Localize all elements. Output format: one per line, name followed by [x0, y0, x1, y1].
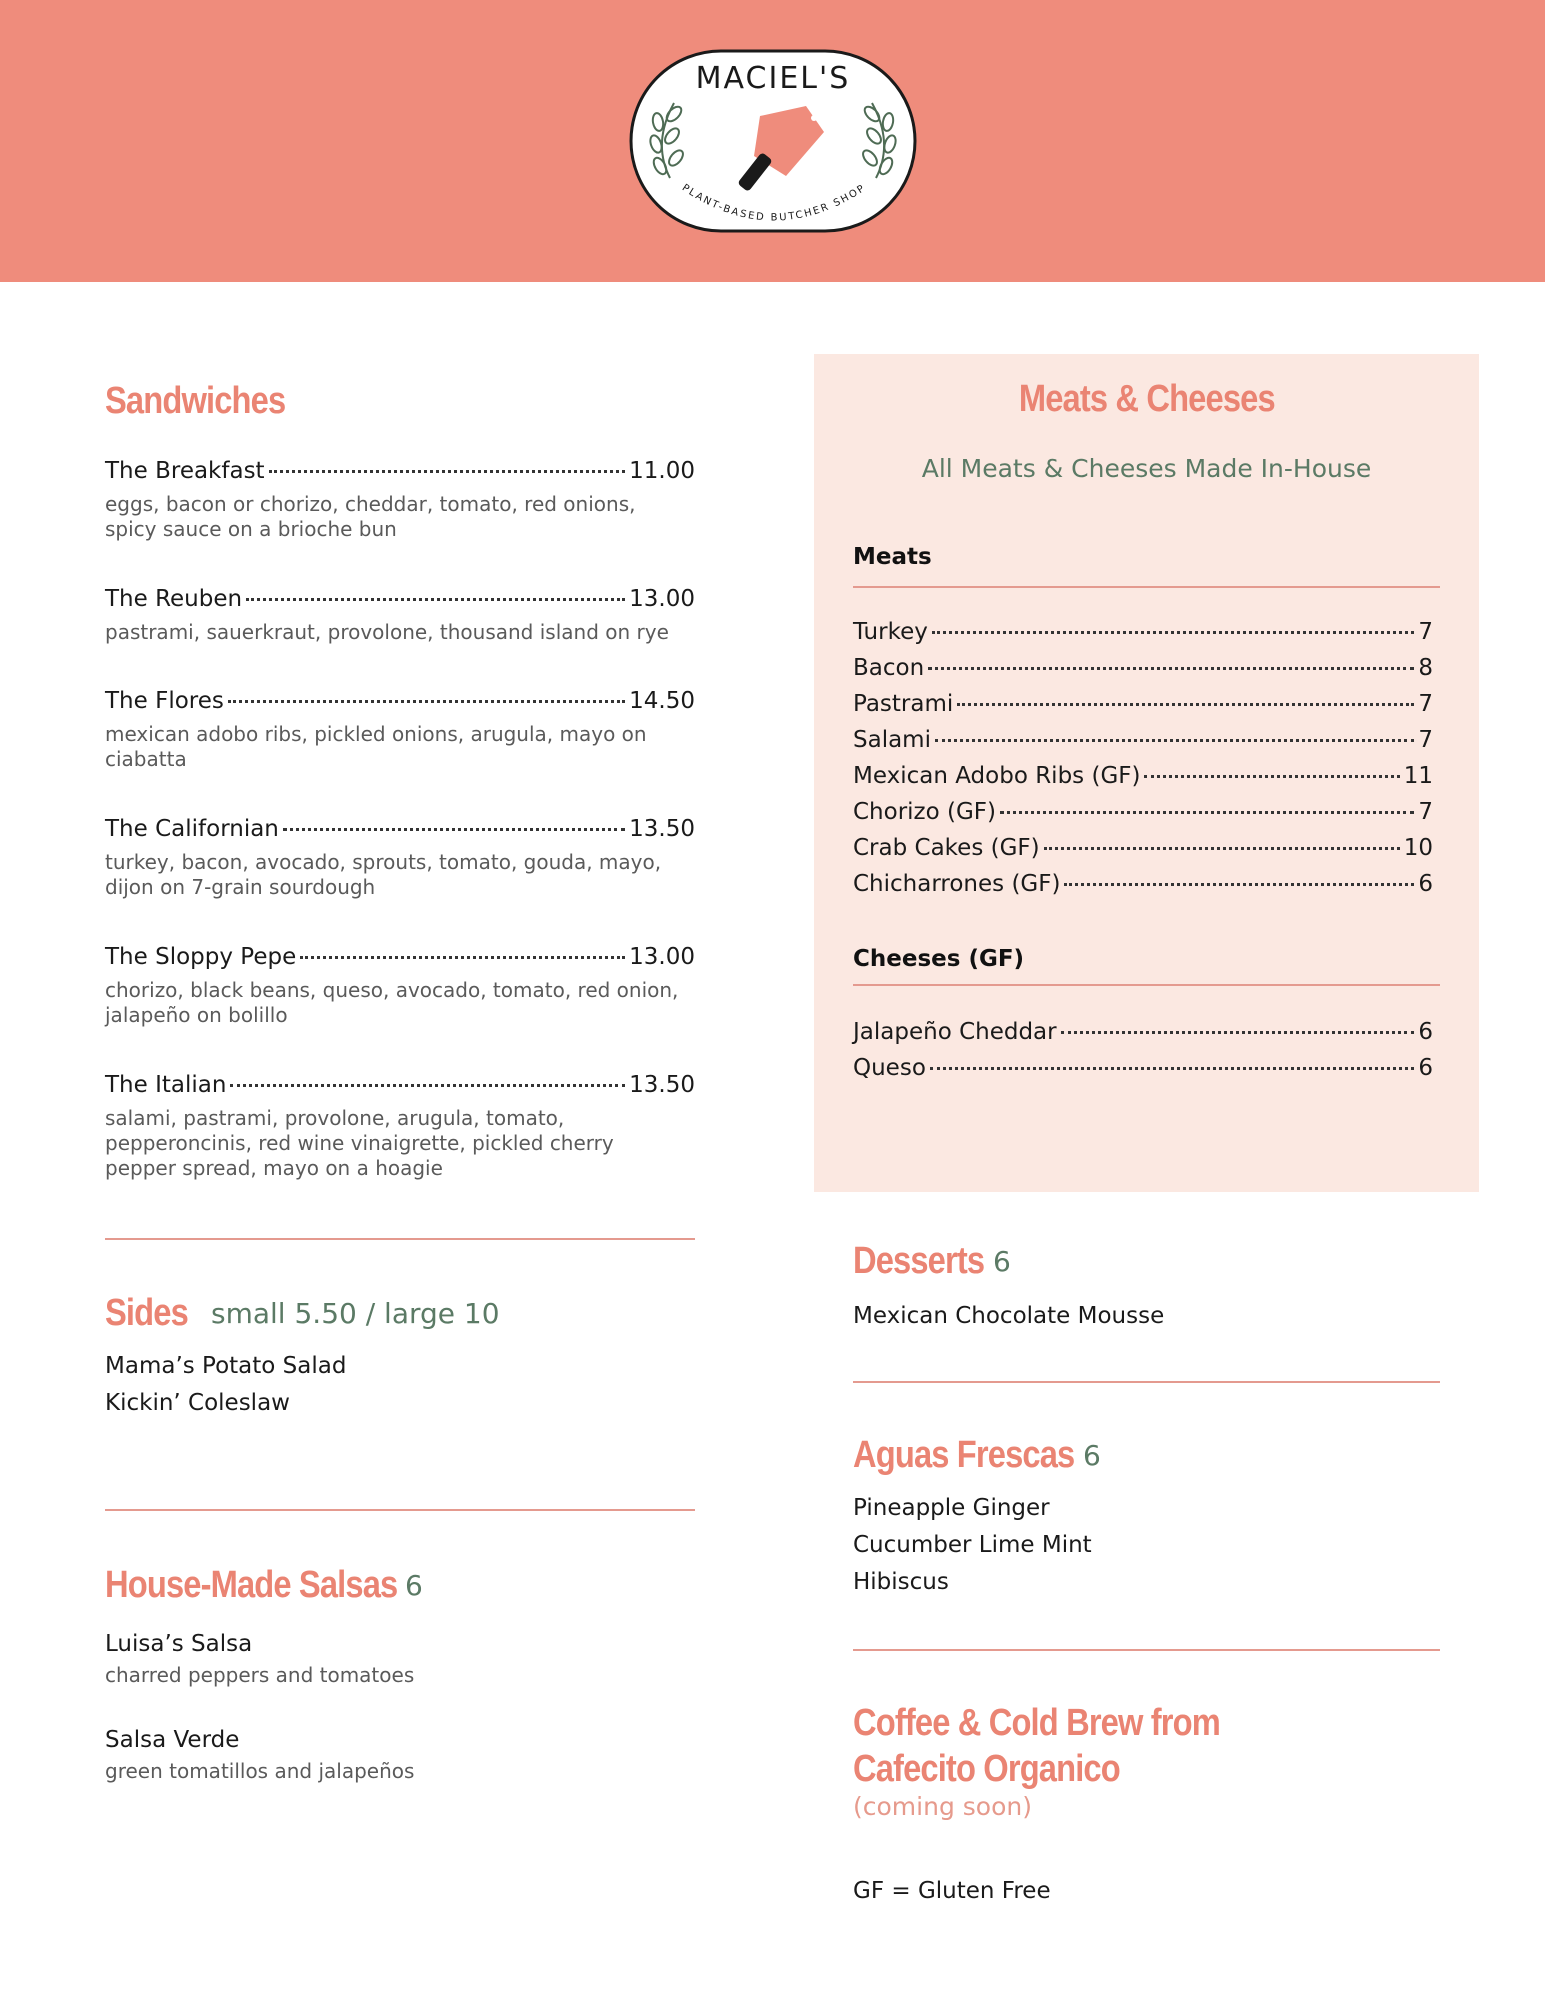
dot-leader	[930, 1067, 1414, 1070]
cheeses-label: Cheeses (GF)	[853, 946, 1025, 972]
list-item: Pineapple Ginger	[853, 1495, 1050, 1521]
list-item	[853, 686, 1433, 722]
item-name: The Reuben	[105, 586, 243, 612]
item-price: 13.50	[629, 816, 695, 842]
section-divider	[105, 1509, 695, 1511]
salsas-heading: House-Made Salsas	[105, 1564, 398, 1606]
dot-leader	[1061, 1031, 1415, 1034]
item-name: The Breakfast	[105, 458, 265, 484]
list-item	[853, 830, 1433, 866]
aguas-section	[853, 1432, 1443, 1478]
item-price: 11.00	[629, 458, 695, 484]
coming-soon-note: (coming soon)	[853, 1792, 1032, 1821]
list-item: Mama’s Potato Salad	[105, 1353, 347, 1379]
item-description: charred peppers and tomatoes	[105, 1663, 415, 1687]
list-item	[853, 866, 1433, 902]
dot-leader	[269, 470, 626, 473]
list-item: Hibiscus	[853, 1569, 949, 1595]
item-description: chorizo, black beans, queso, avocado, tomato, red onion, jalapeño on bolillo	[105, 978, 679, 1027]
item-price: 13.00	[629, 586, 695, 612]
list-item	[853, 1014, 1433, 1050]
sides-price: small 5.50 / large 10	[211, 1296, 500, 1330]
meats-cheeses-title-wrap	[814, 376, 1479, 422]
item-name: Bacon	[853, 655, 925, 681]
list-item	[853, 614, 1433, 650]
section-divider	[853, 586, 1440, 588]
meats-cheeses-panel	[814, 354, 1479, 1192]
list-item: Cucumber Lime Mint	[853, 1532, 1092, 1558]
list-item	[853, 758, 1433, 794]
item-price: 7	[1418, 619, 1433, 645]
dot-leader	[283, 828, 625, 831]
item-price: 13.50	[629, 1072, 695, 1098]
dot-leader	[935, 739, 1414, 742]
item-name: The Californian	[105, 816, 279, 842]
item-description: eggs, bacon or chorizo, cheddar, tomato, red onions, spicy sauce on a brioche bun	[105, 492, 636, 541]
item-price: 14.50	[629, 688, 695, 714]
item-description: green tomatillos and jalapeños	[105, 1759, 415, 1783]
dot-leader	[932, 631, 1415, 634]
coffee-heading-line1: Coffee & Cold Brew from	[853, 1702, 1220, 1744]
meats-cheeses-heading: Meats & Cheeses	[1018, 378, 1275, 420]
gluten-free-footnote: GF = Gluten Free	[853, 1878, 1051, 1904]
item-price: 6	[1418, 1019, 1433, 1045]
logo-badge	[628, 48, 918, 234]
item-name: Pastrami	[853, 691, 954, 717]
desserts-list	[853, 1298, 1443, 1335]
list-item	[853, 650, 1433, 686]
dot-leader	[246, 598, 625, 601]
list-item: Kickin’ Coleslaw	[105, 1390, 290, 1416]
item-name: Chicharrones (GF)	[853, 871, 1061, 897]
desserts-section	[853, 1238, 1443, 1284]
list-item	[853, 722, 1433, 758]
meats-label: Meats	[853, 544, 932, 570]
salsas-price: 6	[405, 1568, 423, 1602]
section-divider	[853, 984, 1440, 986]
item-price: 6	[1418, 1055, 1433, 1081]
menu-item	[105, 584, 695, 645]
item-price: 13.00	[629, 944, 695, 970]
item-price: 10	[1403, 835, 1433, 861]
item-description: salami, pastrami, provolone, arugula, tomato, pepperoncinis, red wine vinaigrette, pickled cherry pepper spread, mayo on a hoagie	[105, 1106, 614, 1180]
logo	[628, 48, 918, 234]
section-divider	[853, 1381, 1440, 1383]
item-price: 6	[1418, 871, 1433, 897]
logo-tagline: PLANT-BASED BUTCHER SHOP	[679, 182, 869, 224]
dot-leader	[957, 703, 1414, 706]
dot-leader	[228, 700, 625, 703]
sides-list	[105, 1348, 346, 1422]
item-price: 7	[1418, 727, 1433, 753]
list-item: Mexican Chocolate Mousse	[853, 1303, 1165, 1329]
item-name: Chorizo (GF)	[853, 799, 997, 825]
dot-leader	[1144, 775, 1399, 778]
menu-item	[105, 686, 695, 772]
sandwiches-section	[105, 378, 315, 424]
menu-item	[105, 1070, 695, 1181]
dot-leader	[1044, 847, 1400, 850]
list-item	[853, 794, 1433, 830]
item-name: Queso	[853, 1055, 926, 1081]
item-name: The Italian	[105, 1072, 227, 1098]
section-divider	[105, 1238, 695, 1240]
item-description: turkey, bacon, avocado, sprouts, tomato, gouda, mayo, dijon on 7-grain sourdough	[105, 850, 662, 899]
meats-cheeses-subtitle: All Meats & Cheeses Made In-House	[921, 454, 1372, 483]
dot-leader	[1064, 883, 1414, 886]
menu-item	[105, 942, 695, 1028]
aguas-list	[853, 1490, 1443, 1601]
aguas-heading: Aguas Frescas	[853, 1434, 1075, 1476]
coffee-heading-line2: Cafecito Organico	[853, 1748, 1120, 1790]
menu-item	[105, 814, 695, 900]
item-name: Turkey	[853, 619, 928, 645]
dot-leader	[928, 667, 1414, 670]
item-description: mexican adobo ribs, pickled onions, arugula, mayo on ciabatta	[105, 722, 647, 771]
dot-leader	[300, 956, 625, 959]
meats-list	[853, 614, 1433, 902]
item-name: Mexican Adobo Ribs (GF)	[853, 763, 1141, 789]
item-price: 7	[1418, 799, 1433, 825]
item-name: Salami	[853, 727, 931, 753]
dot-leader	[230, 1084, 625, 1087]
salsa-item	[105, 1722, 685, 1784]
desserts-heading: Desserts	[853, 1240, 985, 1282]
coffee-section	[853, 1700, 1443, 1821]
item-name: Crab Cakes (GF)	[853, 835, 1040, 861]
list-item	[853, 1050, 1433, 1086]
aguas-price: 6	[1083, 1438, 1101, 1472]
item-name: The Sloppy Pepe	[105, 944, 297, 970]
item-name: The Flores	[105, 688, 224, 714]
header-banner	[0, 0, 1545, 282]
sides-section	[105, 1290, 705, 1336]
item-description: pastrami, sauerkraut, provolone, thousand island on rye	[105, 620, 669, 644]
desserts-price: 6	[993, 1244, 1011, 1278]
section-divider	[853, 1649, 1440, 1651]
item-name: Jalapeño Cheddar	[853, 1019, 1057, 1045]
sides-heading: Sides	[105, 1292, 188, 1334]
item-price: 11	[1403, 763, 1433, 789]
item-name: Salsa Verde	[105, 1727, 240, 1753]
sandwiches-heading: Sandwiches	[105, 380, 286, 422]
logo-name: MACIEL'S	[695, 61, 851, 96]
item-name: Luisa’s Salsa	[105, 1631, 253, 1657]
menu-item	[105, 456, 695, 542]
salsas-section	[105, 1562, 705, 1608]
cheeses-list	[853, 1014, 1433, 1086]
salsa-item	[105, 1626, 685, 1688]
item-price: 7	[1418, 691, 1433, 717]
item-price: 8	[1418, 655, 1433, 681]
dot-leader	[1000, 811, 1414, 814]
